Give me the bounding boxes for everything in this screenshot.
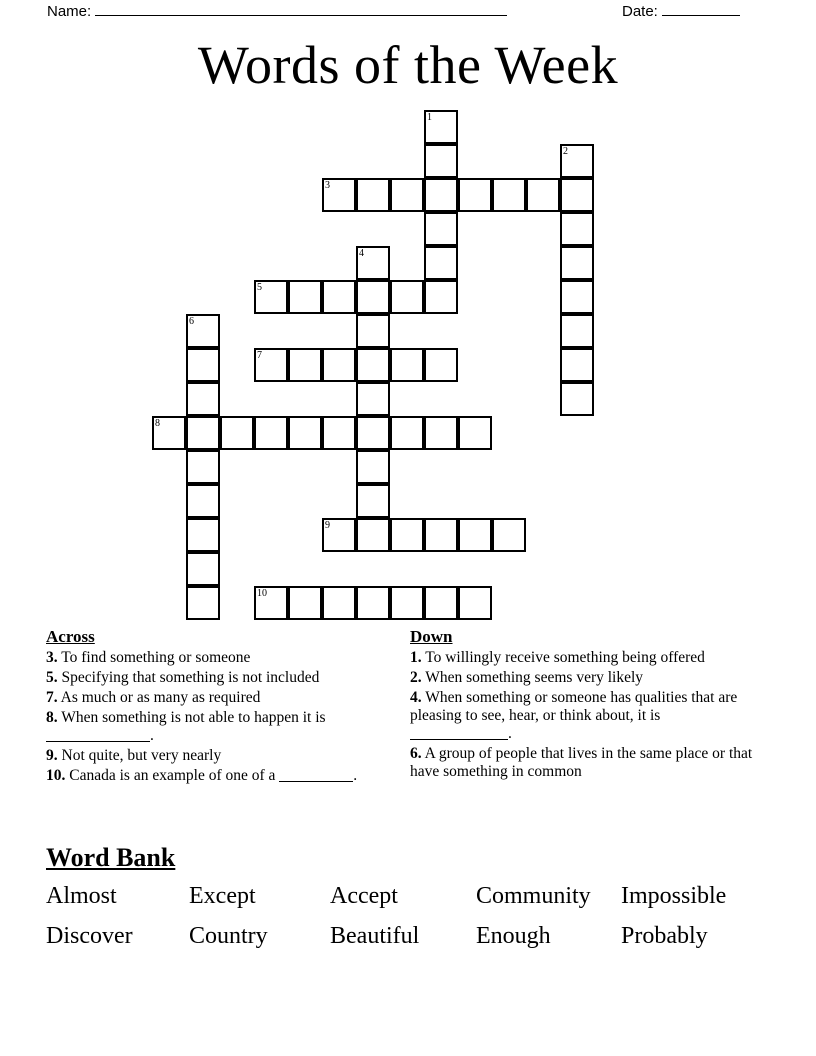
clue-number: 1. xyxy=(410,649,422,666)
crossword-cell[interactable] xyxy=(356,586,390,620)
word-bank-word: Discover xyxy=(46,923,133,949)
clue-number: 4. xyxy=(410,689,422,706)
crossword-cell[interactable] xyxy=(186,552,220,586)
crossword-cell[interactable] xyxy=(560,178,594,212)
crossword-cell[interactable] xyxy=(390,518,424,552)
word-bank-section xyxy=(46,843,770,951)
down-clue-list xyxy=(410,649,756,781)
word-bank-word: Probably xyxy=(621,923,708,949)
crossword-cell[interactable] xyxy=(492,178,526,212)
crossword-cell[interactable] xyxy=(254,280,288,314)
clue-item xyxy=(46,747,398,765)
clue-tail: . xyxy=(150,727,154,744)
crossword-cell[interactable] xyxy=(186,314,220,348)
clue-text: Not quite, but very nearly xyxy=(57,747,222,764)
crossword-clue-number: 4 xyxy=(359,248,364,259)
word-bank-word: Enough xyxy=(476,923,551,949)
clue-item xyxy=(46,669,398,687)
crossword-cell[interactable] xyxy=(458,518,492,552)
clue-item xyxy=(410,689,756,743)
date-label: Date: xyxy=(622,3,658,20)
crossword-cell[interactable] xyxy=(186,484,220,518)
crossword-clue-number: 6 xyxy=(189,316,194,327)
crossword-cell[interactable] xyxy=(322,280,356,314)
crossword-clue-number: 5 xyxy=(257,282,262,293)
crossword-cell[interactable] xyxy=(288,348,322,382)
crossword-cell[interactable] xyxy=(390,416,424,450)
crossword-cell[interactable] xyxy=(424,518,458,552)
clue-number: 9. xyxy=(46,747,58,764)
crossword-cell[interactable] xyxy=(254,348,288,382)
down-heading: Down xyxy=(410,627,453,646)
clue-number: 2. xyxy=(410,669,422,686)
clue-tail: . xyxy=(353,767,358,784)
word-bank-heading: Word Bank xyxy=(46,843,176,872)
crossword-cell[interactable] xyxy=(254,586,288,620)
clue-text: When something seems very likely xyxy=(421,669,644,686)
clue-text: Canada is an example of one of a xyxy=(65,767,276,784)
clue-item xyxy=(410,669,756,687)
crossword-cell[interactable] xyxy=(220,416,254,450)
crossword-cell[interactable] xyxy=(356,450,390,484)
clue-item xyxy=(46,767,398,785)
crossword-cell[interactable] xyxy=(254,416,288,450)
word-bank-word: Almost xyxy=(46,883,117,909)
crossword-cell[interactable] xyxy=(390,280,424,314)
across-clues-column xyxy=(46,628,398,787)
crossword-cell[interactable] xyxy=(390,178,424,212)
crossword-cell[interactable] xyxy=(458,586,492,620)
clue-item xyxy=(410,745,756,781)
page-title: Words of the Week xyxy=(197,35,619,95)
clue-text: To willingly receive something being offered xyxy=(421,649,705,666)
clues-section xyxy=(0,628,816,838)
clue-number: 3. xyxy=(46,649,58,666)
across-clue-list xyxy=(46,649,398,785)
crossword-clue-number: 1 xyxy=(427,112,432,123)
clue-tail: . xyxy=(508,725,512,742)
crossword-cell[interactable] xyxy=(186,586,220,620)
crossword-cell[interactable] xyxy=(356,382,390,416)
crossword-cell[interactable] xyxy=(356,484,390,518)
crossword-cell[interactable] xyxy=(492,518,526,552)
crossword-clue-number: 2 xyxy=(563,146,568,157)
crossword-cell[interactable] xyxy=(424,110,458,144)
crossword-cell[interactable] xyxy=(288,280,322,314)
across-heading: Across xyxy=(46,627,95,646)
crossword-cell[interactable] xyxy=(560,314,594,348)
crossword-clue-number: 3 xyxy=(325,180,330,191)
clue-number: 10. xyxy=(46,767,66,784)
clue-text: When something or someone has qualities that are pleasing to see, hear, or think about, it is xyxy=(410,689,738,724)
answer-blank[interactable] xyxy=(46,729,150,742)
word-bank-word: Community xyxy=(476,883,591,909)
crossword-cell[interactable] xyxy=(560,280,594,314)
crossword-cell[interactable] xyxy=(424,178,458,212)
crossword-cell[interactable] xyxy=(356,518,390,552)
crossword-cell[interactable] xyxy=(458,178,492,212)
crossword-cell[interactable] xyxy=(424,348,458,382)
down-clues-column xyxy=(410,628,756,783)
word-bank-word: Impossible xyxy=(621,883,727,909)
crossword-cell[interactable] xyxy=(186,518,220,552)
clue-item xyxy=(46,649,398,667)
crossword-cell[interactable] xyxy=(288,586,322,620)
crossword-cell[interactable] xyxy=(424,246,458,280)
crossword-cell[interactable] xyxy=(186,348,220,382)
clue-number: 7. xyxy=(46,689,58,706)
crossword-cell[interactable] xyxy=(424,416,458,450)
crossword-cell[interactable] xyxy=(322,178,356,212)
crossword-clue-number: 10 xyxy=(257,588,267,599)
crossword-clue-number: 8 xyxy=(155,418,160,429)
word-bank-word: Country xyxy=(189,923,268,949)
crossword-cell[interactable] xyxy=(560,382,594,416)
clue-item xyxy=(46,689,398,707)
crossword-cell[interactable] xyxy=(424,586,458,620)
crossword-cell[interactable] xyxy=(458,416,492,450)
crossword-cell[interactable] xyxy=(186,416,220,450)
clue-text: A group of people that lives in the same place or that have something in common xyxy=(410,745,753,780)
crossword-cell[interactable] xyxy=(356,246,390,280)
clue-text: Specifying that something is not included xyxy=(57,669,320,686)
clue-item xyxy=(410,649,756,667)
crossword-cell[interactable] xyxy=(560,348,594,382)
clue-text: To find something or someone xyxy=(57,649,251,666)
crossword-cell[interactable] xyxy=(356,348,390,382)
crossword-cell[interactable] xyxy=(424,212,458,246)
crossword-cell[interactable] xyxy=(526,178,560,212)
crossword-cell[interactable] xyxy=(424,144,458,178)
crossword-cell[interactable] xyxy=(390,586,424,620)
crossword-cell[interactable] xyxy=(560,144,594,178)
word-bank-word: Accept xyxy=(330,883,398,909)
crossword-cell[interactable] xyxy=(288,416,322,450)
clue-number: 8. xyxy=(46,709,58,726)
crossword-cell[interactable] xyxy=(356,280,390,314)
crossword-cell[interactable] xyxy=(186,382,220,416)
crossword-cell[interactable] xyxy=(356,178,390,212)
word-bank-word: Except xyxy=(189,883,256,909)
crossword-cell[interactable] xyxy=(322,416,356,450)
clue-number: 5. xyxy=(46,669,58,686)
crossword-cell[interactable] xyxy=(560,246,594,280)
clue-number: 6. xyxy=(410,745,422,762)
crossword-cell[interactable] xyxy=(560,212,594,246)
clue-item xyxy=(46,709,398,745)
answer-blank[interactable] xyxy=(410,727,508,740)
crossword-cell[interactable] xyxy=(322,518,356,552)
crossword-cell[interactable] xyxy=(186,450,220,484)
clue-text: As much or as many as required xyxy=(57,689,261,706)
crossword-clue-number: 9 xyxy=(325,520,330,531)
crossword-cell[interactable] xyxy=(322,348,356,382)
crossword-cell[interactable] xyxy=(356,314,390,348)
name-label: Name: xyxy=(47,3,92,20)
word-bank-word: Beautiful xyxy=(330,923,420,949)
answer-blank[interactable] xyxy=(279,769,353,782)
crossword-cell[interactable] xyxy=(322,586,356,620)
crossword-cell[interactable] xyxy=(424,280,458,314)
crossword-cell[interactable] xyxy=(390,348,424,382)
crossword-clue-number: 7 xyxy=(257,350,262,361)
word-bank-grid xyxy=(46,881,770,951)
clue-text: When something is not able to happen it is xyxy=(57,709,326,726)
crossword-cell[interactable] xyxy=(356,416,390,450)
crossword-cell[interactable] xyxy=(152,416,186,450)
